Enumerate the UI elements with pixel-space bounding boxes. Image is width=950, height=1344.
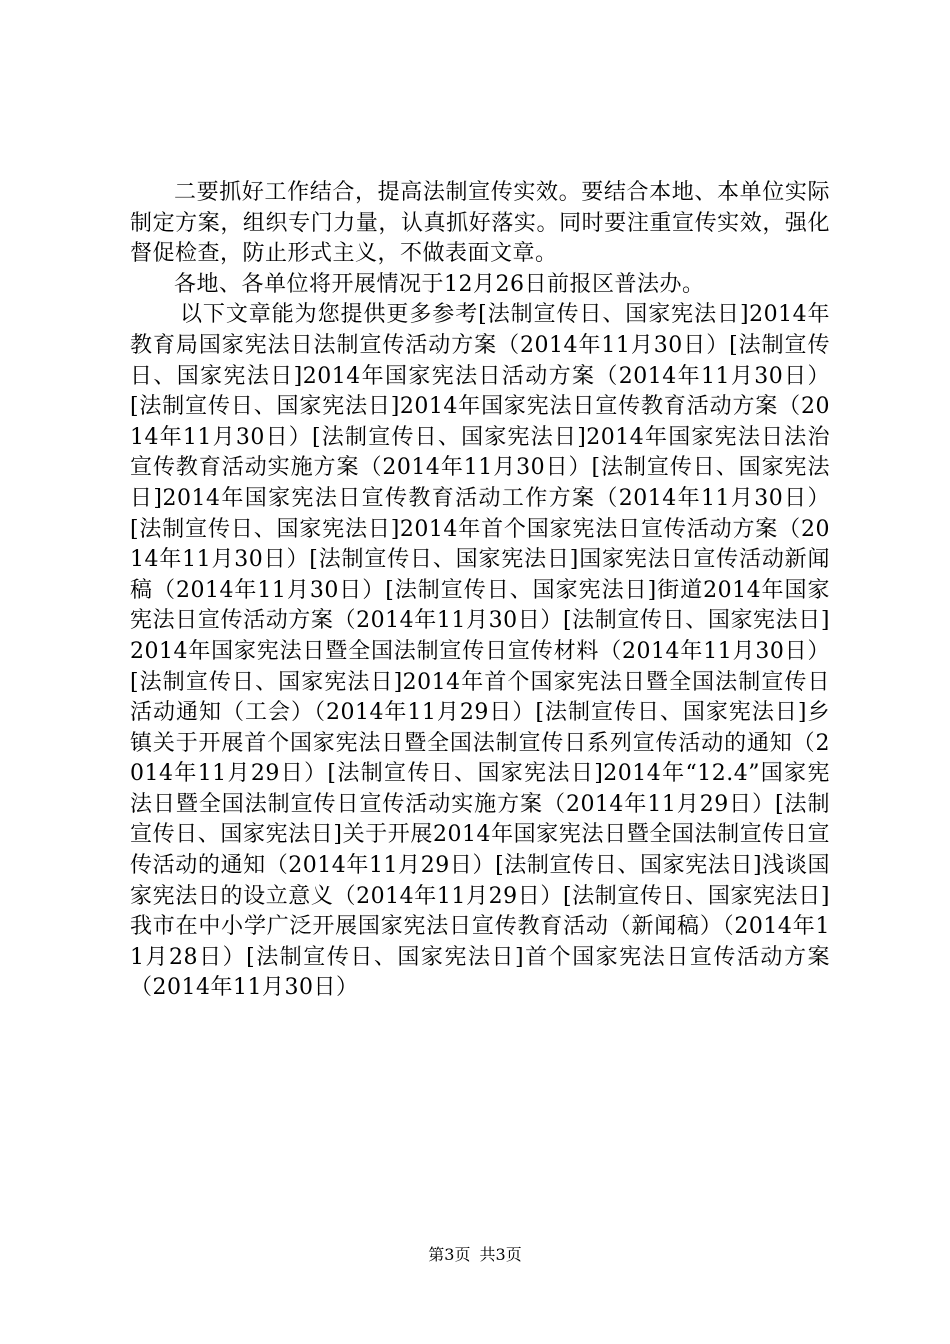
- paragraph-work-combination: 二要抓好工作结合，提高法制宣传实效。要结合本地、本单位实际制定方案，组织专门力量，认真抓好落实。同时要注重宣传实效，强化督促检查，防止形式主义，不做表面文章。: [130, 180, 830, 267]
- paragraph-report-deadline: 各地、各单位将开展情况于12月26日前报区普法办。: [174, 271, 705, 297]
- page-number-total: 共3页: [479, 1245, 522, 1264]
- page-footer: [0, 1244, 950, 1266]
- page-number-current: 第3页: [428, 1245, 471, 1264]
- document-body: [130, 178, 830, 1004]
- paragraph-related-articles: 以下文章能为您提供更多参考[法制宣传日、国家宪法日]2014年教育局国家宪法日法制宣传活动方案（2014年11月30日）[法制宣传日、国家宪法日]2014年国家宪法日活动方案（2014年11月30日）[法制宣传日、国家宪法日]2014年国家宪法日宣传教育活动方案（2014年11月30日）[法制宣传日、国家宪法日]2014年国家宪法日法治宣传教育活动实施方案（2014年11月30日）[法制宣传日、国家宪法日]2014年国家宪法日宣传教育活动工作方案（2014年11月30日）[法制宣传日、国家宪法日]2014年首个国家宪法日宣传活动方案（2014年11月30日）[法制宣传日、国家宪法日]国家宪法日宣传活动新闻稿（2014年11月30日）[法制宣传日、国家宪法日]街道2014年国家宪法日宣传活动方案（2014年11月30日）[法制宣传日、国家宪法日]2014年国家宪法日暨全国法制宣传日宣传材料（2014年11月30日）[法制宣传日、国家宪法日]2014年首个国家宪法日暨全国法制宣传日活动通知（工会）（2014年11月29日）[法制宣传日、国家宪法日]乡镇关于开展首个国家宪法日暨全国法制宣传日系列宣传活动的通知（2014年11月29日）[法制宣传日、国家宪法日]2014年“12.4”国家宪法日暨全国法制宣传日宣传活动实施方案（2014年11月29日）[法制宣传日、国家宪法日]关于开展2014年国家宪法日暨全国法制宣传日宣传活动的通知（2014年11月29日）[法制宣传日、国家宪法日]浅谈国家宪法日的设立意义（2014年11月29日）[法制宣传日、国家宪法日]我市在中小学广泛开展国家宪法日宣传教育活动（新闻稿）（2014年11月28日）[法制宣传日、国家宪法日]首个国家宪法日宣传活动方案（2014年11月30日）: [130, 302, 830, 1001]
